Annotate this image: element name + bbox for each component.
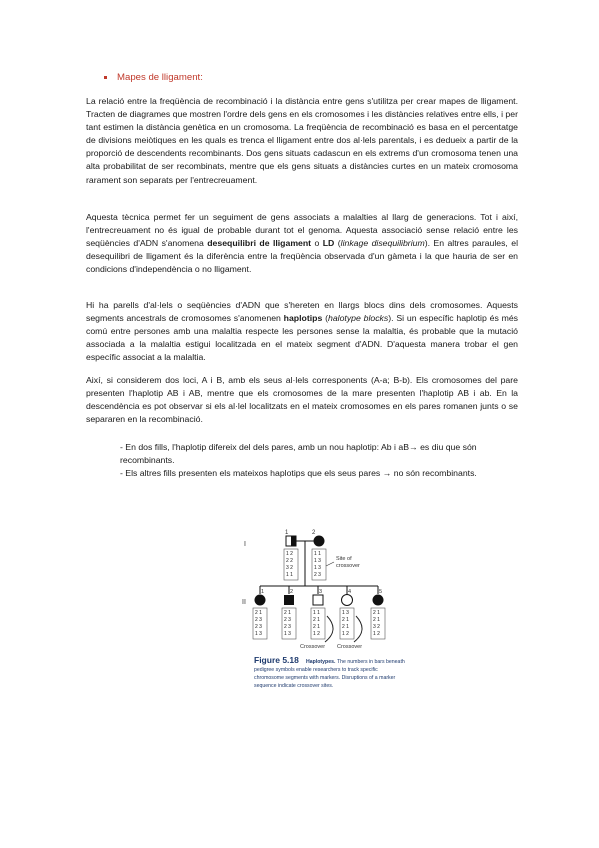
heading-text: Mapes de lligament: [117,72,203,83]
paragraph-example: Així, si considerem dos loci, A i B, amb els seus al·lels corresponents (A-a; B-b). Els cromosomes del pare presenten l'haplotip AB i AB, mentre que els cromosomes de la mare presenten l'haplotip AB i ab. En la descendència es pot observar si els al·lel localitzats en el mateix cromosomes en els pares romanen junts o se separaren en la recombinació. [86,375,518,425]
svg-text:2 3: 2 3 [284,617,291,623]
child-haplotype-3 [311,608,325,639]
site-label: Site of [336,556,352,562]
haplotype-value: 2 2 [286,558,293,564]
unaffected-male-symbol [313,595,323,605]
svg-text:1 2: 1 2 [313,631,320,637]
child-haplotype-4 [340,608,354,639]
crossover-arrow [325,616,333,642]
crossover-label: Crossover [300,644,326,650]
paragraph-haplotypes [86,299,518,364]
generation-label-i: I [244,541,246,548]
svg-text:2 1: 2 1 [342,617,349,623]
bullet-icon [104,76,107,79]
crossover-arrow [354,616,362,642]
term-haplotype-blocks: halotype blocks [327,313,389,324]
caption-text: chromosome segments with markers. Disruptions of a marker [254,675,396,681]
term-ld-english: linkage disequilibrium [340,238,425,249]
pedigree-diagram [220,520,500,710]
haplotype-value: 1 1 [314,551,321,557]
p2-text-c: o [311,238,323,249]
child-haplotype-2 [282,608,296,639]
term-ld: desequilibri de lligament [207,238,312,249]
haplotype-value: 1 2 [286,551,293,557]
crossover-label: Crossover [337,644,363,650]
caption-text: pedigree symbols enable researchers to track specific [254,667,378,673]
svg-text:2 1: 2 1 [313,617,320,623]
svg-text:2 1: 2 1 [373,610,380,616]
p2-text-g: ). En altres paraules, el desequilibri de lligament és la diferència entre la freqüència observada d'un gàmeta i la que hauria de ser en condicions d'independència o no lligament. [86,238,519,275]
svg-text:2 1: 2 1 [342,624,349,630]
svg-text:1 3: 1 3 [342,610,349,616]
affected-male-symbol [284,595,294,605]
site-label: crossover [336,563,360,569]
parent-number: 2 [312,530,316,536]
haplotype-value: 2 3 [314,572,321,578]
svg-text:1 1: 1 1 [313,610,320,616]
father-symbol [286,536,296,546]
svg-text:3 2: 3 2 [373,624,380,630]
svg-text:1 2: 1 2 [342,631,349,637]
caption-text: The numbers in bars beneath [337,659,405,665]
svg-text:1 2: 1 2 [373,631,380,637]
svg-text:2 1: 2 1 [373,617,380,623]
p2-text-e: ( [334,238,341,249]
p3-text-e: ). Si un específic haplotip és més comú entre persones amb una malaltia respecte les persones sense la malaltia, és probable que la mutació associada a la malaltia estigui localitzada en el mateix segment d'ADN. D'aquesta manera trobar el gen específic associat a la malaltia. [86,313,518,363]
list-item: - Els altres fills presenten els mateixos haplotips que els seus pares → no són recombinants. [120,468,477,479]
svg-text:2 1: 2 1 [284,610,291,616]
site-pointer [326,562,334,566]
child-number: 1 [261,589,265,595]
svg-text:2 3: 2 3 [255,624,262,630]
term-ld-abbr: LD [322,238,335,249]
parent-number: 1 [285,530,289,536]
paragraph-linkage-disequilibrium [86,211,518,276]
paragraph-linkage-maps: La relació entre la freqüència de recombinació i la distància entre gens s'utilitza per crear mapes de lligament. Tracten de diagrames que mostren l'ordre dels gens en els cromosomes i les distàncies relatives entre ells, i per tant estimen la distància genètica en un cromosoma. La freqüència de recombinació es basa en el percentatge de divisions meiòtiques en les quals es trenca el lligament entre dos al·lels parentals, i es dedueix a partir de la proporció de descendents recombinants. Dos gens situats cadascun en els extrems d'un cromosoma tenen una alta probabilitat de ser recombinats, mentre que els gens situats a distàncies curtes en un mateix cromosoma rarament son separats per l'entrecreuament. [86,96,518,185]
child-number: 4 [348,589,352,595]
caption-title: Figure 5.18 [254,655,299,665]
haplotype-value: 1 3 [314,565,321,571]
svg-text:2 3: 2 3 [255,617,262,623]
unaffected-female-symbol [342,595,353,606]
affected-female-symbol [373,595,384,606]
child-number: 5 [379,589,383,595]
p3-text-c: ( [322,313,328,324]
haplotype-value: 3 2 [286,565,293,571]
child-haplotype-5 [371,608,385,639]
recombinant-list [120,441,510,480]
p3-text-a: Hi ha parells d'al·lels o seqüències d'ADN que s'hereten en llargs blocs dins dels cromosomes. Aquests segments ancestrals de cromosomes s'anomenen [86,300,518,324]
list-item: - En dos fills, l'haplotip difereix del dels pares, amb un nou haplotip: Ab i aB→ es diu que són recombinants. [120,442,477,466]
section-heading [104,72,203,83]
p2-text-a: Aquesta tècnica permet fer un seguiment de gens associats a malalties al llarg de generacions. Tot i així, l'entrecreuament no és igual de probable durant tot el genoma. Aquesta associació sense relació entre les seqüències d'ADN s'anomena [86,212,518,249]
child-number: 2 [290,589,294,595]
pedigree-figure [220,520,500,710]
term-haplotips: haplotips [283,313,323,324]
svg-text:2 3: 2 3 [284,624,291,630]
haplotype-value: 1 3 [314,558,321,564]
generation-label-ii: II [242,599,246,606]
affected-female-symbol [255,595,266,606]
caption-text: sequence indicate crossover sites. [254,683,334,689]
svg-text:2 1: 2 1 [313,624,320,630]
caption-bold: Haplotypes. [306,659,336,665]
child-number: 3 [319,589,323,595]
haplotype-value: 1 1 [286,572,293,578]
svg-text:1 3: 1 3 [255,631,262,637]
svg-text:1 3: 1 3 [284,631,291,637]
mother-symbol [314,536,325,547]
child-haplotype-1 [253,608,267,639]
svg-text:2 1: 2 1 [255,610,262,616]
